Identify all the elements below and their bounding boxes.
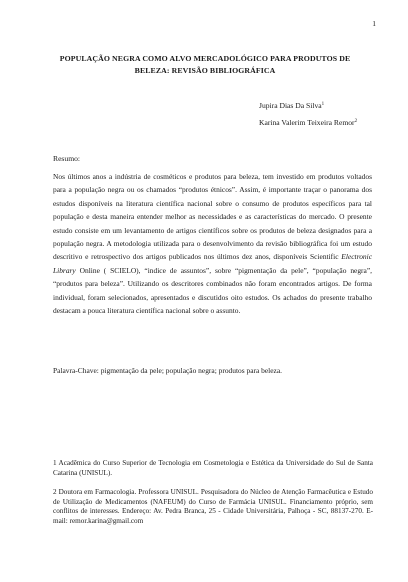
footnote-1: 1 Acadêmica do Curso Superior de Tecnologia em Cosmetologia e Estética da Universidade do Sul de Santa Catarina (UNISUL).	[53, 459, 373, 477]
abstract-italic-term: Electronic Library	[53, 252, 372, 275]
abstract-label: Resumo:	[53, 154, 81, 163]
author-entry	[259, 97, 389, 114]
author-list	[259, 97, 389, 131]
author-name: Karina Valerim Teixeira Remor	[259, 118, 355, 127]
abstract-text-part2: Online ( SCIELO), “indice de assuntos”, sobre “pigmentação da pele”, “população negra”, “produtos para beleza”. Utilizando os descritores combinados não foram encontrados artigos. De forma individual, foram selecionados, apresentados e discutidos oito estudos. Os achados do presente trabalho destacam a pouca literatura científica nacional sobre o assunto.	[53, 265, 372, 316]
page-number: 1	[372, 19, 376, 28]
paper-title: POPULAÇÃO NEGRA COMO ALVO MERCADOLÓGICO PARA PRODUTOS DE BELEZA: REVISÃO BIBLIOGRÁFICA	[59, 54, 351, 75]
author-footnote-ref: 2	[354, 119, 358, 124]
footnotes	[53, 459, 373, 537]
abstract-paragraph	[53, 170, 372, 317]
abstract-body	[53, 170, 372, 317]
author-entry	[259, 114, 389, 131]
footnote-2: 2 Doutora em Farmacologia. Professora UNISUL. Pesquisadora do Núcleo de Atenção Farmacêutica e Estudo de Utilização de Medicamentos (NAFEUM) do Curso de Farmácia UNISUL. Financiamento próprio, sem conflitos de interesses. Endereço: Av. Pedra Branca, 25 - Cidade Universitária, Palhoça - SC, 88137-270. E-mail: remor.karina@gmail.com	[53, 488, 373, 525]
author-name: Jupira Dias Da Silva	[259, 101, 322, 110]
abstract-text-part1: Nos últimos anos a indústria de cosméticos e produtos para beleza, tem investido em produtos voltados para a população negra ou os chamados “produtos étnicos”. Assim, é importante traçar o panorama dos estudos disponíveis na literatura científica nacional sobre o consumo de produtos específicos para tal população e desta maneira entender melhor as necessidades e as características do mercado. O presente estudo consiste em um levantamento de artigos científicos sobre os produtos de beleza designados para a população negra. A metodologia utilizada para o desenvolvimento da revisão bibliográfica foi um estudo descritivo e retrospectivo dos artigos publicados nos últimos dez anos, disponíveis Scientific	[53, 172, 372, 262]
author-footnote-ref: 1	[321, 102, 325, 107]
keywords-line: Palavra-Chave: pigmentação da pele; população negra; produtos para beleza.	[53, 366, 283, 375]
